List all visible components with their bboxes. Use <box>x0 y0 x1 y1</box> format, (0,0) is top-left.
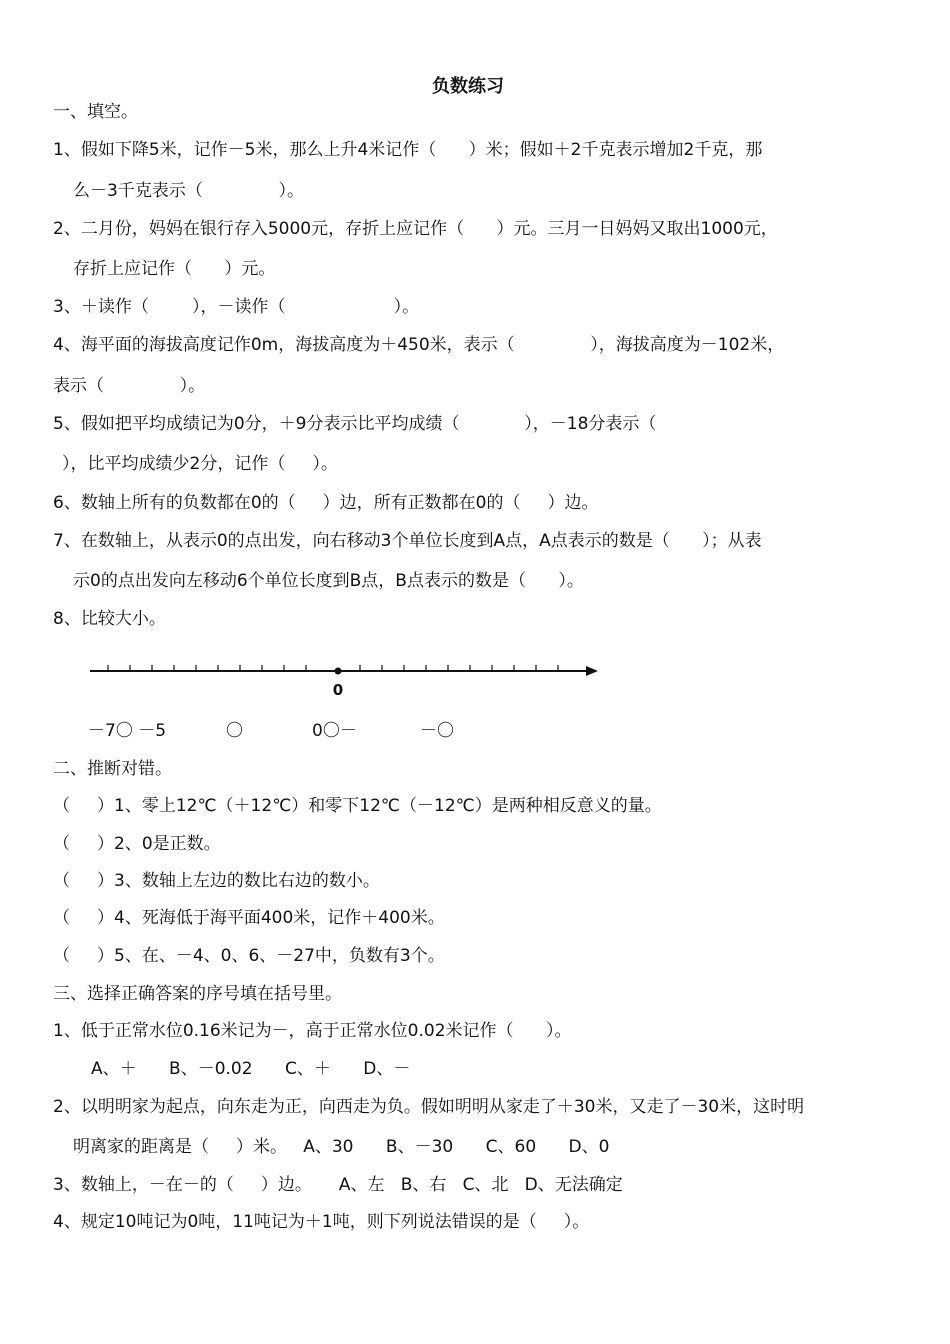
section-heading-multiple-choice: 三、选择正确答案的序号填在括号里。 <box>53 984 342 1004</box>
compare-item: －7〇 －5 <box>88 721 167 741</box>
question-line: 存折上应记作（ ）元。 <box>73 259 276 279</box>
question-line: 8、比较大小。 <box>53 609 166 629</box>
section-heading-fill-blank: 一、填空。 <box>53 102 138 122</box>
choice-question-line: 3、数轴上，－在－的（ ）边。 A、左 B、右 C、北 D、无法确定 <box>53 1175 623 1195</box>
compare-item: 〇 <box>226 721 243 741</box>
section-heading-true-false: 二、推断对错。 <box>53 759 172 779</box>
choice-question-line: 1、低于正常水位0.16米记为－，高于正常水位0.02米记作（ ）。 <box>53 1021 572 1041</box>
true-false-item: （ ）3、数轴上左边的数比右边的数小。 <box>53 871 380 891</box>
choice-question-line: 2、以明明家为起点，向东走为正，向西走为负。假如明明从家走了＋30米，又走了－30米，这时明 <box>53 1097 805 1117</box>
compare-item: 0〇－ <box>312 721 357 741</box>
choice-options-line: A、＋ B、－0.02 C、＋ D、－ <box>91 1059 411 1079</box>
number-line-arrow-icon <box>586 666 598 676</box>
true-false-item: （ ）2、0是正数。 <box>53 834 221 854</box>
number-line-zero-label: 0 <box>332 681 344 699</box>
question-line: 1、假如下降5米，记作－5米，那么上升4米记作（ ）米；假如＋2千克表示增加2千克，那 <box>53 140 763 160</box>
number-line <box>88 655 608 705</box>
true-false-item: （ ）5、在、－4、0、6、－27中，负数有3个。 <box>53 946 445 966</box>
question-line: 7、在数轴上，从表示0的点出发，向右移动3个单位长度到A点，A点表示的数是（ ）；从表 <box>53 531 762 551</box>
question-line: 6、数轴上所有的负数都在0的（ ）边，所有正数都在0的（ ）边。 <box>53 493 599 513</box>
true-false-item: （ ）1、零上12℃（＋12℃）和零下12℃（－12℃）是两种相反意义的量。 <box>53 796 662 816</box>
page-title: 负数练习 <box>432 76 504 97</box>
choice-question-line: 4、规定10吨记为0吨，11吨记为＋1吨，则下列说法错误的是（ ）。 <box>53 1212 590 1232</box>
question-line: ），比平均成绩少2分，记作（ ）。 <box>62 454 338 474</box>
choice-question-line: 明离家的距离是（ ）米。 A、30 B、－30 C、60 D、0 <box>73 1137 610 1157</box>
question-line: 么－3千克表示（ ）。 <box>73 181 304 201</box>
question-line: 2、二月份，妈妈在银行存入5000元，存折上应记作（ ）元。三月一日妈妈又取出1000元， <box>53 219 778 239</box>
question-line: 3、＋读作（ ），－读作（ ）。 <box>53 297 420 317</box>
number-line-origin-dot <box>335 668 342 675</box>
question-line: 表示（ ）。 <box>53 376 206 396</box>
question-line: 示0的点出发向左移动6个单位长度到B点，B点表示的数是（ ）。 <box>73 571 584 591</box>
true-false-item: （ ）4、死海低于海平面400米，记作＋400米。 <box>53 908 445 928</box>
compare-item: －〇 <box>420 721 454 741</box>
question-line: 4、海平面的海拔高度记作0m，海拔高度为＋450米，表示（ ），海拔高度为－102米， <box>53 335 785 355</box>
question-line: 5、假如把平均成绩记为0分，＋9分表示比平均成绩（ ），－18分表示（ <box>53 414 657 434</box>
